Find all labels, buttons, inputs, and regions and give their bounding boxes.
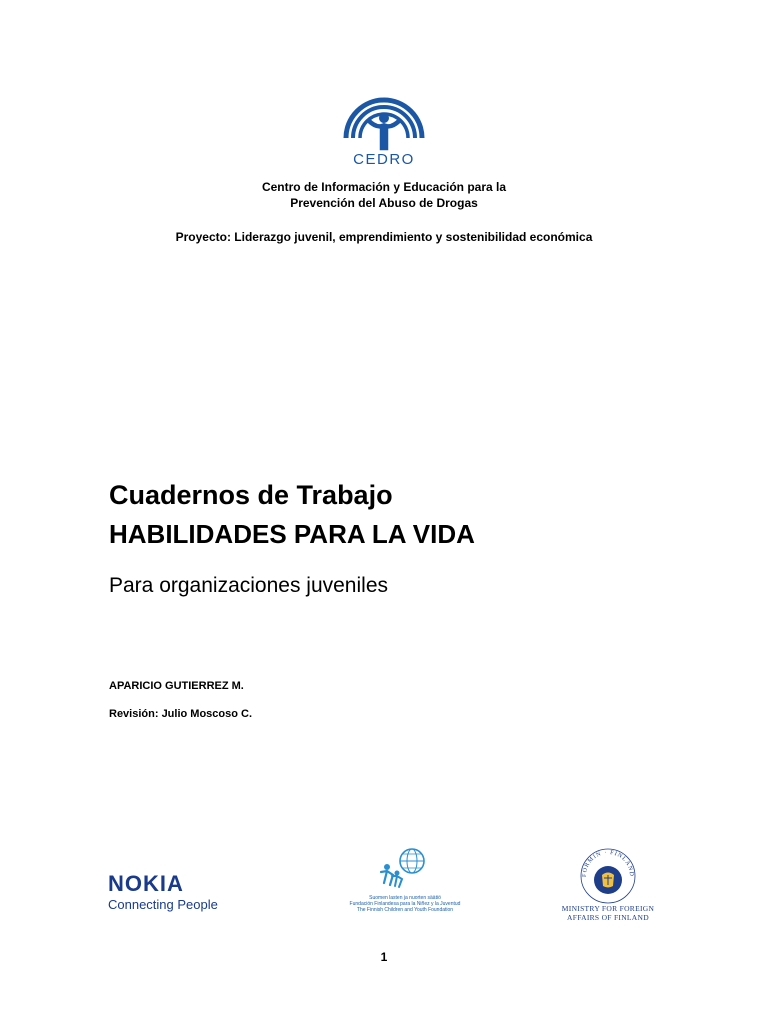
ministry-name-line-2: AFFAIRS OF FINLAND: [567, 913, 649, 922]
globe-people-icon: [378, 845, 428, 893]
foundation-name: [330, 895, 480, 913]
page-number: 1: [380, 950, 388, 964]
cedro-logo-text: CEDRO: [353, 151, 415, 168]
document-subtitle: Para organizaciones juveniles: [109, 574, 388, 597]
foundation-name-en: The Finnish Children and Youth Foundation: [356, 907, 454, 913]
foundation-name-fi: Suomen lasten ja nuorten säätiö: [369, 895, 441, 901]
nokia-tagline: Connecting People: [108, 897, 218, 912]
cedro-logo: [338, 80, 430, 172]
finland-seal-icon: [576, 842, 640, 906]
foundation-name-es: Fundación Finlandesa para la Niñez y la Juventud: [349, 901, 461, 907]
document-title: Cuadernos de Trabajo: [109, 480, 393, 510]
nokia-wordmark: NOKIA: [108, 871, 184, 896]
nokia-logo: [108, 872, 228, 913]
org-name-line-2: Prevención del Abuso de Drogas: [290, 196, 478, 210]
org-name-line-1: Centro de Información y Educación para la: [261, 180, 507, 194]
seal-text: FORMIN · FINLAND: [581, 849, 635, 878]
project-line: Proyecto: Liderazgo juvenil, emprendimiento y sostenibilidad económica: [175, 230, 593, 244]
document-title-main: HABILIDADES PARA LA VIDA: [109, 519, 475, 549]
ministry-name: [548, 904, 668, 922]
revision-credit: Revisión: Julio Moscoso C.: [109, 708, 253, 720]
ministry-name-line-1: MINISTRY FOR FOREIGN: [561, 904, 655, 913]
author-name: APARICIO GUTIERREZ M.: [109, 680, 244, 692]
